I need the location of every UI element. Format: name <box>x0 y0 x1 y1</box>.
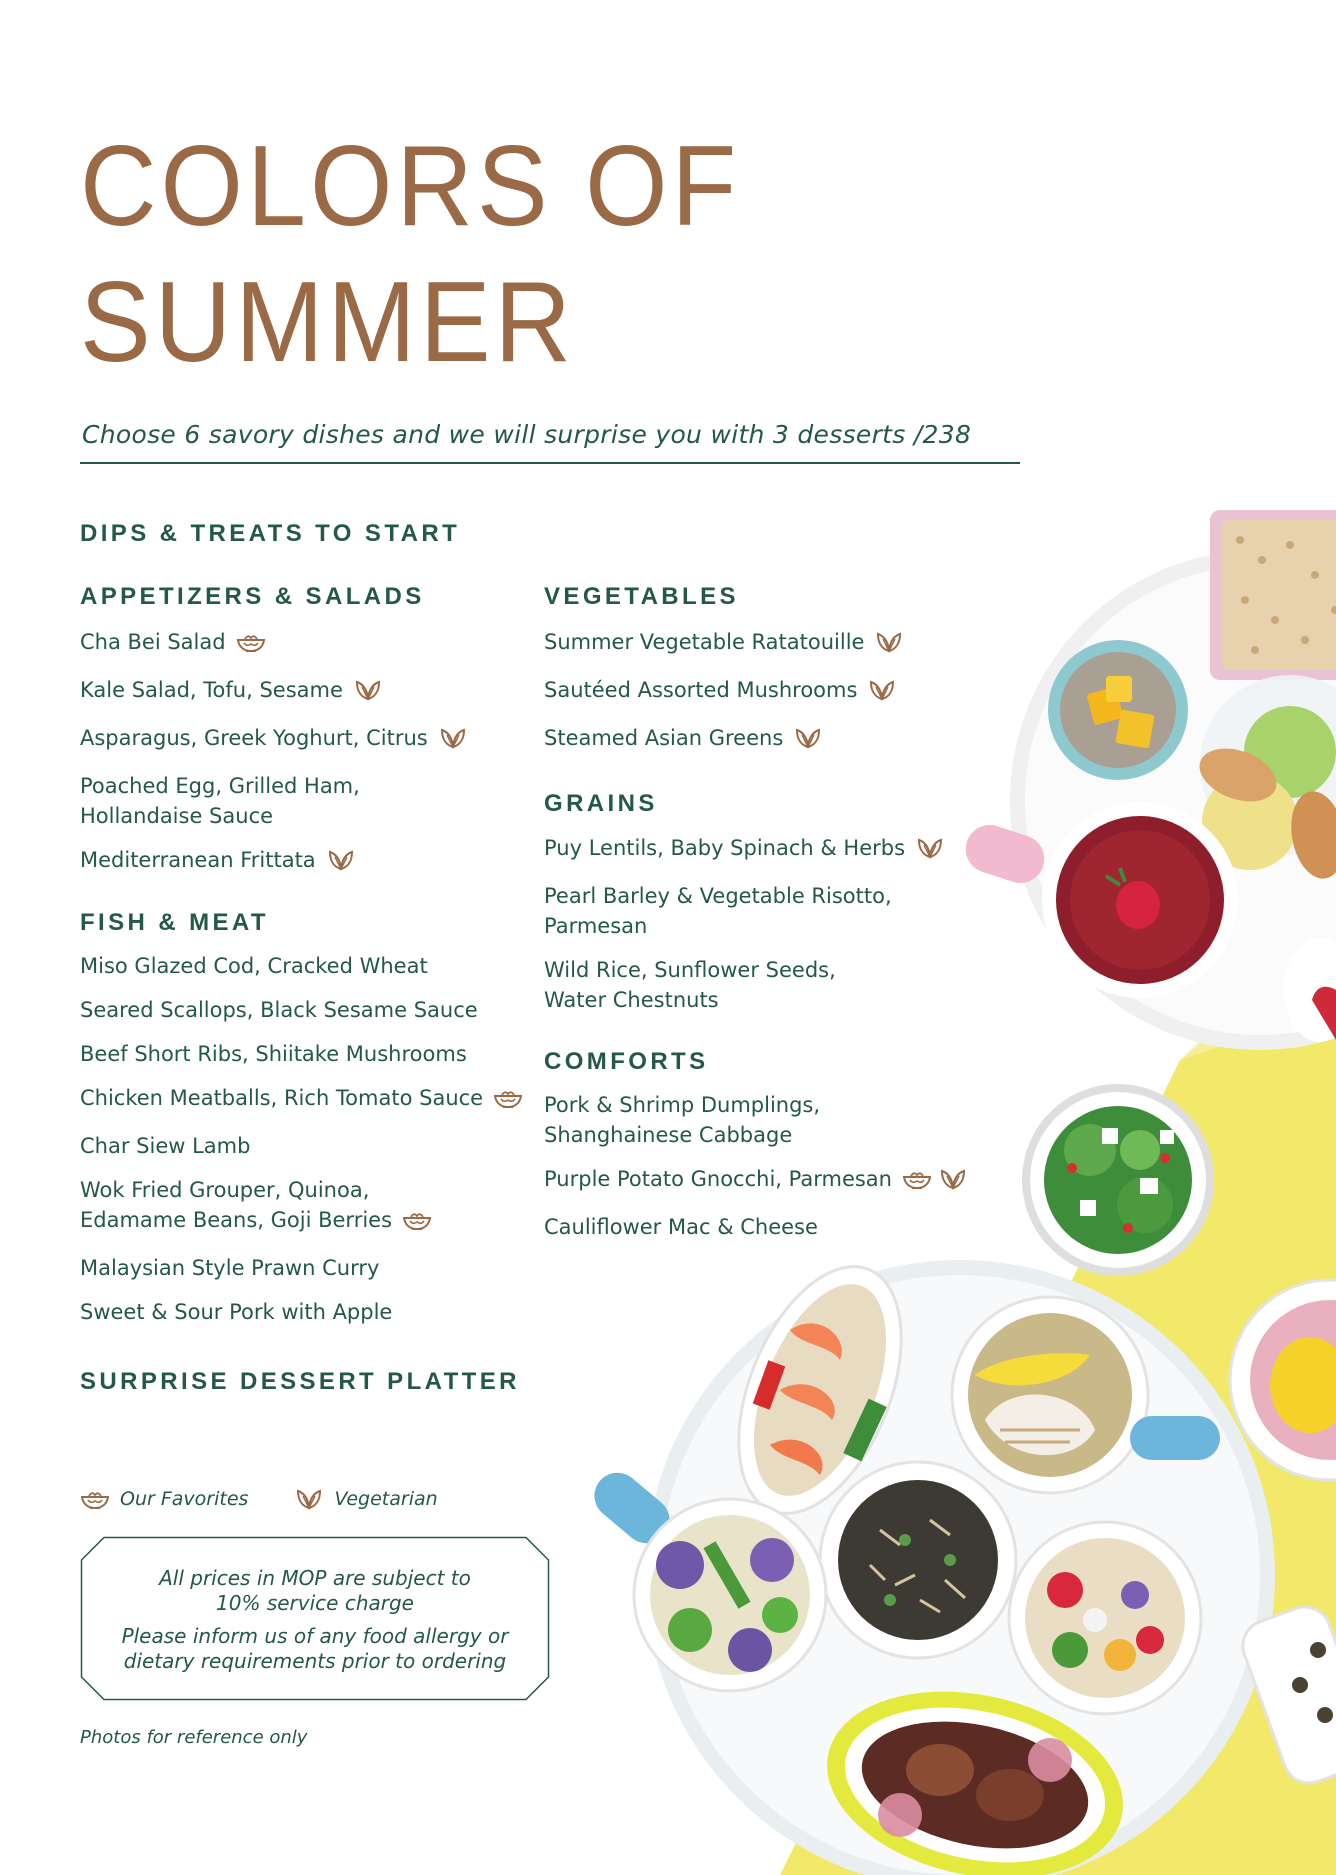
menu-item-label: Edamame Beans, Goji Berries <box>80 1208 393 1232</box>
food-photo <box>560 500 1336 1875</box>
menu-item-text <box>80 723 474 757</box>
menu-item-text <box>80 1297 529 1327</box>
menu-item <box>80 1083 529 1117</box>
menu-item-text <box>80 1205 529 1239</box>
dietary-icons <box>236 631 272 661</box>
section-heading-dips: DIPS & TREATS TO START <box>80 520 461 547</box>
menu-item-label: Char Siew Lamb <box>80 1134 251 1158</box>
menu-item <box>80 995 529 1025</box>
menu-item-label: Asparagus, Greek Yoghurt, Citrus <box>80 726 428 750</box>
bowl-icon <box>493 1087 523 1109</box>
menu-item-label: Chicken Meatballs, Rich Tomato Sauce <box>80 1086 484 1110</box>
leaf-icon <box>326 849 356 871</box>
notice-prices-line-1: All prices in MOP are subject to <box>159 1566 471 1590</box>
menu-item-label: Parmesan <box>544 914 648 938</box>
legend-favorites-label: Our Favorites <box>120 1488 249 1510</box>
bowl-icon <box>80 1488 110 1510</box>
menu-item-text <box>80 1175 529 1205</box>
menu-item-text <box>80 771 474 801</box>
menu-item-text <box>80 1131 529 1161</box>
menu-item-text <box>80 627 474 661</box>
menu-item-label: Steamed Asian Greens <box>544 726 784 750</box>
menu-item <box>80 1297 529 1327</box>
menu-item-label: Mediterranean Frittata <box>80 848 316 872</box>
menu-item <box>80 627 474 661</box>
menu-item-label: Sweet & Sour Pork with Apple <box>80 1300 393 1324</box>
menu-item-label: Malaysian Style Prawn Curry <box>80 1256 380 1280</box>
menu-item-text <box>80 995 529 1025</box>
fish-meat-list <box>80 951 529 1341</box>
menu-item-text <box>80 1253 529 1283</box>
menu-title <box>80 118 740 390</box>
notice-allergy <box>80 1624 550 1674</box>
tagline-divider <box>80 462 1020 464</box>
menu-item-label: Wild Rice, Sunflower Seeds, <box>544 958 836 982</box>
legend-favorites <box>80 1488 248 1510</box>
menu-item-label: Pork & Shrimp Dumplings, <box>544 1093 821 1117</box>
appetizers-list <box>80 627 474 893</box>
menu-item-label: Wok Fried Grouper, Quinoa, <box>80 1178 370 1202</box>
menu-item <box>80 951 529 981</box>
menu-item-label: Water Chestnuts <box>544 988 719 1012</box>
section-heading-appetizers: APPETIZERS & SALADS <box>80 583 425 610</box>
notice-allergy-line-2: dietary requirements prior to ordering <box>123 1649 507 1673</box>
section-heading-grains: GRAINS <box>544 790 658 817</box>
menu-item-label: Purple Potato Gnocchi, Parmesan <box>544 1167 892 1191</box>
menu-item-label: Sautéed Assorted Mushrooms <box>544 678 858 702</box>
bowl-icon <box>236 631 266 653</box>
menu-item-text <box>80 1083 529 1117</box>
leaf-icon <box>353 679 383 701</box>
dietary-icons <box>402 1209 438 1239</box>
menu-item-label: Shanghainese Cabbage <box>544 1123 793 1147</box>
menu-item <box>80 845 474 879</box>
notice-prices <box>80 1566 550 1616</box>
menu-item-label: Seared Scallops, Black Sesame Sauce <box>80 998 478 1022</box>
leaf-icon <box>294 1488 324 1510</box>
menu-item-label: Cauliflower Mac & Cheese <box>544 1215 818 1239</box>
section-heading-comforts: COMFORTS <box>544 1048 709 1075</box>
menu-item-text <box>80 801 474 831</box>
dessert-plate-photo <box>960 510 1336 1050</box>
photo-disclaimer: Photos for reference only <box>80 1727 308 1748</box>
salad-bowl-photo <box>1022 1084 1214 1276</box>
section-heading-fish-meat: FISH & MEAT <box>80 909 269 936</box>
menu-item <box>80 1253 529 1283</box>
menu-title-line-2: SUMMER <box>80 258 576 386</box>
dietary-icons <box>493 1087 529 1117</box>
menu-item-label: Beef Short Ribs, Shiitake Mushrooms <box>80 1042 467 1066</box>
menu-item <box>80 1131 529 1161</box>
menu-item-text <box>80 845 474 879</box>
leaf-icon <box>438 727 468 749</box>
menu-item <box>80 1175 529 1239</box>
dietary-icons <box>438 727 474 757</box>
legend-vegetarian-label: Vegetarian <box>334 1488 438 1510</box>
menu-tagline: Choose 6 savory dishes and we will surprise you with 3 desserts /238 <box>82 420 972 449</box>
menu-item-text <box>80 675 474 709</box>
menu-item-label: Pearl Barley & Vegetable Risotto, <box>544 884 892 908</box>
notice-box <box>80 1536 550 1701</box>
menu-item-label: Summer Vegetable Ratatouille <box>544 630 865 654</box>
section-heading-dessert: SURPRISE DESSERT PLATTER <box>80 1368 520 1395</box>
legend-vegetarian <box>294 1488 437 1510</box>
menu-item-label: Poached Egg, Grilled Ham, <box>80 774 360 798</box>
notice-prices-line-2: 10% service charge <box>216 1591 414 1615</box>
menu-item-label: Cha Bei Salad <box>80 630 226 654</box>
menu-item <box>80 723 474 757</box>
icon-legend <box>80 1488 478 1510</box>
menu-item-label: Hollandaise Sauce <box>80 804 274 828</box>
menu-item-label: Puy Lentils, Baby Spinach & Herbs <box>544 836 906 860</box>
section-heading-vegetables: VEGETABLES <box>544 583 739 610</box>
menu-title-line-1: COLORS OF <box>80 122 741 250</box>
menu-item-text <box>80 1039 529 1069</box>
notice-text <box>80 1566 550 1682</box>
menu-item <box>80 771 474 831</box>
bowl-icon <box>402 1209 432 1231</box>
notice-allergy-line-1: Please inform us of any food allergy or <box>121 1624 509 1648</box>
menu-item-label: Kale Salad, Tofu, Sesame <box>80 678 343 702</box>
menu-item-text <box>80 951 529 981</box>
menu-item-label: Miso Glazed Cod, Cracked Wheat <box>80 954 428 978</box>
menu-item <box>80 675 474 709</box>
dietary-icons <box>326 849 362 879</box>
dietary-icons <box>353 679 389 709</box>
menu-item <box>80 1039 529 1069</box>
